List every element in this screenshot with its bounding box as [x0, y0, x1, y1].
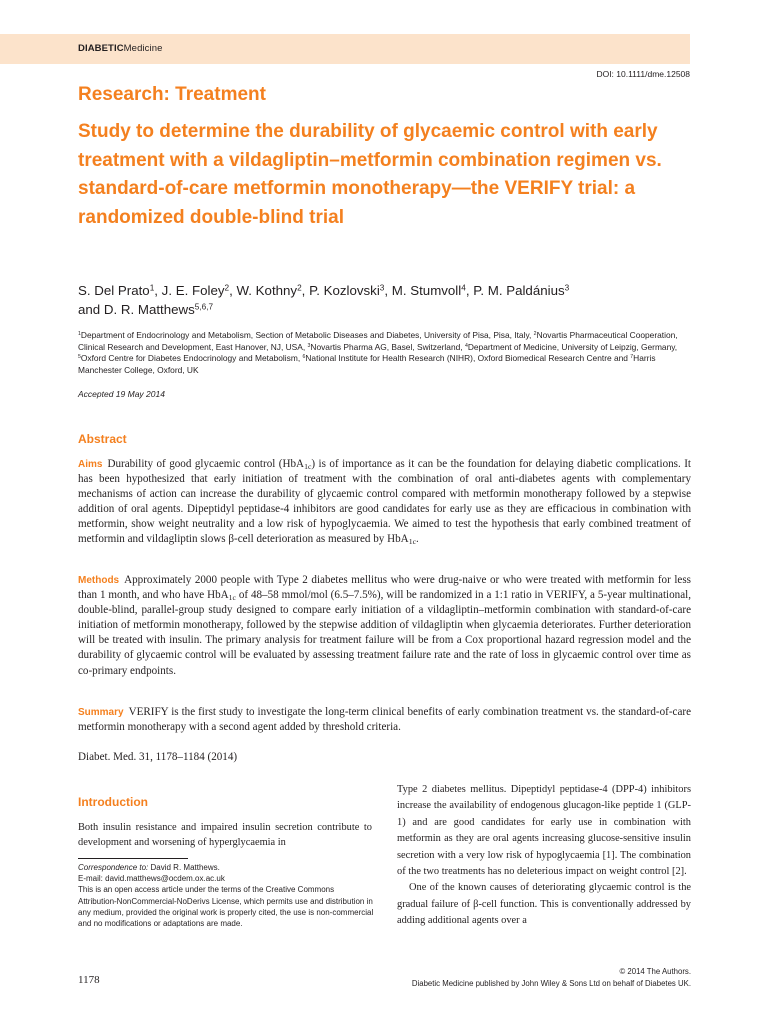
- journal-name-rest: Medicine: [123, 43, 163, 54]
- aims-subscript: 1c: [304, 461, 312, 471]
- copyright-notice: [360, 966, 691, 991]
- affiliation-marker: 2: [533, 331, 537, 338]
- correspondence-name: David R. Matthews.: [150, 863, 220, 872]
- page-number: 1178: [78, 974, 100, 986]
- affiliation-marker: 3: [307, 342, 311, 349]
- affiliation: Harris Manchester College, Oxford, UK: [78, 353, 656, 376]
- correspondence-email[interactable]: E-mail: david.matthews@ocdem.ox.ac.uk: [78, 874, 225, 884]
- doi-link[interactable]: DOI: 10.1111/dme.12508: [596, 69, 690, 79]
- author: S. Del Prato: [78, 283, 150, 298]
- article-title: Study to determine the durability of glycaemic control with early treatment with a vildagliptin–metformin combination regimen vs. standard-of-care metformin monotherapy—the VERIFY trial: a randomized double-blind trial: [78, 121, 662, 228]
- affiliation: National Institute for Health Research (NIHR), Oxford Biomedical Research Centre and: [305, 353, 631, 364]
- affiliation-marker: 7: [630, 354, 634, 361]
- author-affiliation-marker: 1: [149, 283, 155, 293]
- author-affiliation-marker: 2: [297, 283, 302, 293]
- author: P. M. Paldánius: [473, 283, 565, 298]
- author-affiliation-marker: 2: [224, 283, 230, 293]
- affiliation: Oxford Centre for Diabetes Endocrinology and Metabolism,: [80, 353, 303, 364]
- aims-text: ) is of importance as it can be the foundation for delaying diabetic complications. It has been hypothesized that early initiation of treatment with the combination of oral anti-diabetes agents with complementary mechanisms of action can increase the durability of glycaemic control compared with metformin monotherapy followed by a stepwise addition of oral agents. Dipeptidyl peptidase-4 inhibitors are good candidates for early use as they are efficacious in combination with metformin, show weight neutrality and a low risk of hypoglycaemia. We aimed to test the hypothesis that early combined treatment of metformin and vildagliptin slows β-cell deterioration as measured by HbA: [78, 458, 692, 546]
- aims-text: .: [416, 533, 419, 546]
- methods-text: of 48–58 mmol/mol (6.5–7.5%), will be randomized in a 1:1 ratio in VERIFY, a 5-year multinational, double-blind, parallel-group study designed to compare early initiation of a vildagliptin–metformin combination with standard-of-care initiation of metformin monotherapy, followed by the stepwise addition of vildagliptin when glycaemia deteriorates. Further deterioration will be treated with insulin. The primary analysis for treatment failure will be from a Cox proportional hazard regression model and the durability of glycaemic control will be evaluated by assessing treatment failure rate and the rate of loss in glycaemic control over time as co-primary endpoints.: [78, 589, 691, 677]
- abstract-heading: Abstract: [78, 432, 127, 446]
- author-affiliation-marker: 5,6,7: [194, 302, 214, 312]
- journal-name-bold: DIABETIC: [78, 43, 124, 54]
- correspondence-line: [78, 862, 374, 873]
- author: W. Kothny: [236, 283, 298, 298]
- summary-text: VERIFY is the first study to investigate the long-term clinical benefits of early combination treatment vs. the standard-of-care metformin monotherapy with a second agent added by threshold criteria.: [78, 706, 691, 734]
- affiliation: Department of Endocrinology and Metabolism, Section of Metabolic Diseases and Diabetes, University of Pisa, Pisa, Italy,: [80, 330, 534, 340]
- methods-text: Approximately 2000 people with Type 2 diabetes mellitus who were drug-naive or who were treated with metformin for less than 1 month, and who have HbA: [78, 574, 691, 602]
- author-separator: ,: [154, 283, 162, 298]
- introduction-heading: Introduction: [78, 795, 148, 809]
- author-separator: ,: [465, 283, 474, 298]
- author-affiliation-marker: 3: [379, 283, 385, 293]
- methods-label: Methods: [78, 575, 120, 586]
- journal-name: [78, 43, 163, 54]
- abstract-summary: [78, 705, 691, 735]
- affiliation: Department of Medicine, University of Leipzig, Germany,: [467, 341, 678, 352]
- affiliation: Novartis Pharmaceutical Cooperation, Clinical Research and Development, East Hanover, NJ, USA,: [78, 330, 678, 352]
- publisher-line: Diabetic Medicine published by John Wiley & Sons Ltd on behalf of Diabetes UK.: [411, 979, 691, 989]
- affiliation-marker: 5: [78, 354, 81, 361]
- affiliation-marker: 4: [464, 342, 468, 349]
- introduction-left-text: Both insulin resistance and impaired insulin secretion contribute to development and worsening of hyperglycaemia in: [78, 822, 372, 849]
- summary-label: Summary: [78, 707, 124, 718]
- accepted-date: Accepted 19 May 2014: [78, 389, 165, 399]
- affiliation: Novartis Pharma AG, Basel, Switzerland,: [310, 341, 465, 352]
- author: M. Stumvoll: [391, 283, 462, 298]
- author: and D. R. Matthews: [78, 301, 195, 317]
- correspondence-note: [78, 862, 374, 929]
- author-list: [78, 282, 693, 319]
- aims-text: Durability of good glycaemic control (HbA: [107, 458, 305, 470]
- introduction-paragraph: One of the known causes of deteriorating glycaemic control is the gradual failure of β-cell function. This is conventionally addressed by adding additional agents over a: [397, 882, 691, 927]
- footnote-divider: [78, 858, 188, 859]
- article-section: Research: Treatment: [78, 84, 266, 105]
- author-separator: ,: [229, 283, 237, 298]
- aims-label: Aims: [78, 459, 103, 470]
- introduction-paragraph: Type 2 diabetes mellitus. Dipeptidyl peptidase-4 (DPP-4) inhibitors increase the availability of endogenous glucagon-like peptide 1 (GLP-1) and are good candidates for early use in combination with metformin as they are oral agents increasing glucose-sensitive insulin secretion with a very low risk of hypoglycaemia [1]. The combination of the two treatments has no deleterious impact on weight control [2].: [397, 784, 691, 878]
- methods-subscript: 1c: [228, 593, 236, 603]
- affiliation-marker: 6: [302, 354, 306, 361]
- author-separator: ,: [384, 283, 392, 298]
- affiliation-marker: 1: [78, 331, 81, 338]
- correspondence-label: Correspondence to:: [78, 863, 149, 872]
- copyright-line: © 2014 The Authors.: [619, 967, 691, 976]
- author-affiliation-marker: 3: [564, 283, 570, 293]
- affiliations: [78, 330, 693, 377]
- journal-citation: Diabet. Med. 31, 1178–1184 (2014): [78, 751, 238, 763]
- author-affiliation-marker: 4: [461, 283, 466, 293]
- author: P. Kozlovski: [309, 283, 380, 298]
- license-text: This is an open access article under the terms of the Creative Commons Attribution-NonCommercial-NoDerivs License, which permits use and distribution in any medium, provided the original work is properly cited, the use is non-commercial and no modifications or adaptations are made.: [78, 885, 374, 929]
- author-separator: ,: [301, 283, 310, 298]
- introduction-right-column: [397, 782, 691, 930]
- abstract-methods: [78, 573, 691, 679]
- aims-subscript: 1c: [408, 537, 417, 547]
- abstract-aims: [78, 457, 691, 548]
- author: J. E. Foley: [161, 283, 225, 298]
